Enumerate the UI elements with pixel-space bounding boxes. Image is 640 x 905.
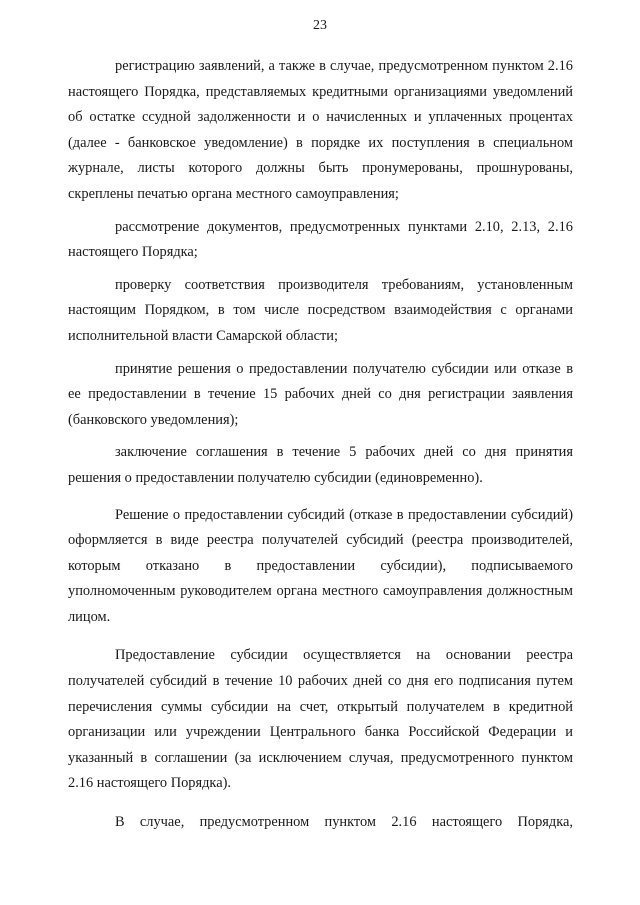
paragraph-document-review: рассмотрение документов, предусмотренных пунктами 2.10, 2.13, 2.16 настоящего Порядка; — [68, 218, 573, 261]
paragraph-subsidy-decision: Решение о предоставлении субсидий (отказе в предоставлении субсидий) оформляется в виде реестра получателей субсидий (реестра производителей, которым отказано в предоставлении субсидии), подписываемого уполномоченным руководителем органа местного самоуправления должностным лицом. — [68, 506, 573, 625]
paragraph-continuation: В случае, предусмотренном пунктом 2.16 настоящего Порядка, — [115, 814, 573, 831]
paragraph-agreement: заключение соглашения в течение 5 рабочих дней со дня принятия решения о предоставлении получателю субсидии (единовременно). — [68, 444, 573, 486]
paragraph-decision: принятие решения о предоставлении получателю субсидии или отказе в ее предоставлении в течение 15 рабочих дней со дня регистрации заявления (банковского уведомления); — [68, 360, 573, 428]
paragraph-subsidy-payment: Предоставление субсидии осуществляется на основании реестра получателей субсидий в течение 10 рабочих дней со дня его подписания путем перечисления суммы субсидии на счет, открытый получателем в кредитной организации или учреждении Центрального банка Российской Федерации и указанный в соглашении (за исключением случая, предусмотренного пунктом 2.16 настоящего Порядка). — [68, 647, 573, 792]
paragraph-compliance-check: проверку соответствия производителя требованиям, установленным настоящим Порядком, в том числе посредством взаимодействия с органами исполнительной власти Самарской области; — [68, 276, 573, 344]
page-number: 23 — [313, 18, 327, 33]
body-text — [68, 54, 573, 836]
paragraph-registration: регистрацию заявлений, а также в случае, предусмотренном пунктом 2.16 настоящего Порядка, представляемых кредитными организациями уведомлений об остатке ссудной задолженности и о начисленных и уплаченных процентах (далее - банковское уведомление) в порядке их поступления в специальном журнале, листы которого должны быть пронумерованы, прошнурованы, скреплены печатью органа местного самоуправления; — [68, 58, 573, 202]
